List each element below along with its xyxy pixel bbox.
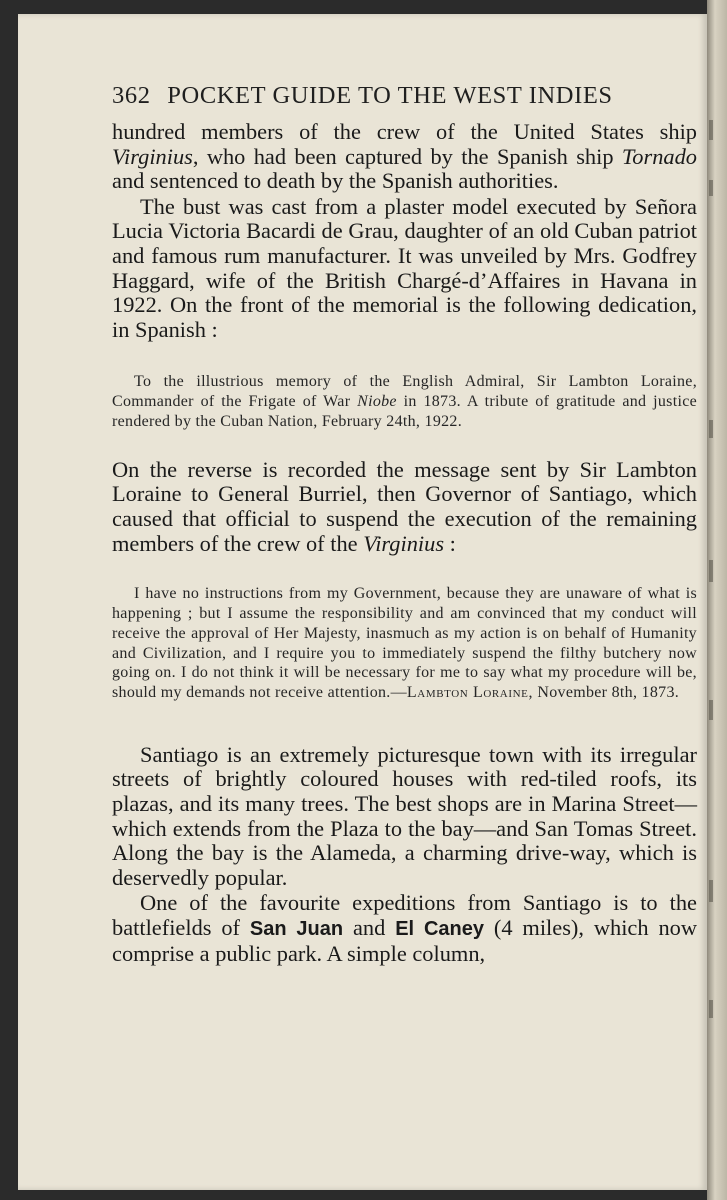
place-name: San Juan <box>249 918 344 941</box>
page-number: 362 <box>112 82 151 109</box>
signature: Lambton Loraine, <box>406 684 534 702</box>
page-edge <box>707 0 727 1200</box>
running-title: POCKET GUIDE TO THE WEST INDIES <box>167 82 613 109</box>
place-name: El Caney <box>395 918 484 941</box>
paragraph-4: Santiago is an extremely picturesque town with its irregular streets of brightly coloured houses with red-tiled roofs, its plazas, and its many trees. The best shops are in Marina Street—which extends from the Plaza to the bay—and San Tomas Street. Along the bay is the Alameda, a charming drive-way, which is deservedly popular. <box>112 741 697 890</box>
paragraph-5: One of the favourite expeditions from Santiago is to the battlefields of San Juan and El Caney (4 miles), which now comprise a public park. A simple column, <box>112 890 698 966</box>
ship-name: Tornado <box>621 143 697 169</box>
paragraph-2: The bust was cast from a plaster model executed by Señora Lucia Victoria Bacardi de Grau, daughter of an old Cuban patriot and famous rum manufacturer. It was unveiled by Mrs. Godfrey Haggard, wife of the British Chargé-d’Affaires in Havana in 1922. On the front of the memorial is the following dedication, in Spanish : <box>112 193 697 342</box>
message-quote: I have no instructions from my Government, because they are unaware of what is happening ; but I assume the responsibility and am convinced that my conduct will receive the approval of Her Majesty, inasmuch as my action is on behalf of Humanity and Civilization, and I require you to immediately suspend the filthy butchery now going on. I do not think it will be necessary for me to say what my procedure will be, should my demands not receive attention.—Lambton Loraine, November 8th, 1873. <box>112 585 697 702</box>
paragraph-1: hundred members of the crew of the United States ship Virginius, who had been captured by the Spanish ship Tornado and sentenced to death by the Spanish authorities. <box>112 119 697 194</box>
ship-name: Niobe <box>357 393 397 411</box>
ship-name: Virginius <box>363 530 445 556</box>
running-header <box>112 82 664 110</box>
ship-name: Virginius <box>112 143 193 169</box>
dedication-quote: To the illustrious memory of the English Admiral, Sir Lambton Loraine, Commander of the Frigate of War Niobe in 1873. A tribute of gratitude and justice rendered by the Cuban Nation, February 24th, 1922. <box>112 373 697 430</box>
paragraph-3: On the reverse is recorded the message sent by Sir Lambton Loraine to General Burriel, then Governor of Santiago, which caused that official to suspend the execution of the remaining members of the crew of the Virginius : <box>112 456 697 556</box>
page-body <box>112 120 697 966</box>
